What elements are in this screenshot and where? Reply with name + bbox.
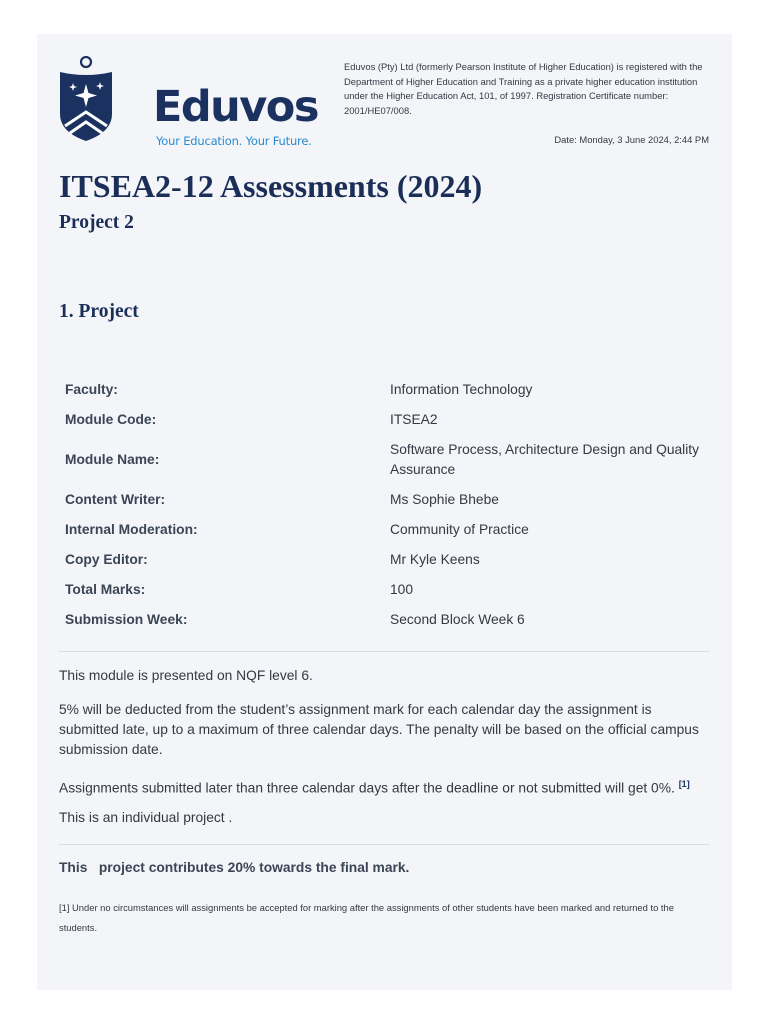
divider: [59, 844, 709, 845]
info-label: Faculty:: [65, 382, 118, 397]
late-submission-text: Assignments submitted later than three calendar days after the deadline or not submitted will get 0%.: [59, 780, 675, 796]
section-heading: 1. Project: [59, 301, 139, 322]
table-row: [59, 405, 709, 435]
registration-notice: Eduvos (Pty) Ltd (formerly Pearson Institute of Higher Education) is registered with the Department of Higher Education and Training as a private higher education institution under the Higher Education Act, 101, of 1997. Registration Certificate number: 2001/HE07/008.: [344, 61, 703, 116]
footnote: [1] Under no circumstances will assignments be accepted for marking after the assignments of other students have been marked and returned to the students.: [59, 902, 674, 933]
info-label: Content Writer:: [65, 492, 166, 507]
info-label: Internal Moderation:: [65, 522, 198, 537]
info-value: Mr Kyle Keens: [390, 552, 480, 567]
logo-tagline: Your Education. Your Future.: [156, 134, 312, 148]
info-label: Total Marks:: [65, 582, 146, 597]
contribution-statement: This project contributes 20% towards the final mark.: [59, 860, 410, 875]
table-row: [59, 545, 709, 575]
table-row: [59, 575, 709, 605]
info-value: Ms Sophie Bhebe: [390, 492, 499, 507]
table-row: [59, 485, 709, 515]
info-value: ITSEA2: [390, 412, 438, 427]
page-title: ITSEA2-12 Assessments (2024): [59, 168, 483, 204]
info-value: Community of Practice: [390, 522, 529, 537]
logo-wordmark: Eduvos: [153, 82, 318, 132]
table-row: [59, 515, 709, 545]
late-penalty-paragraph: 5% will be deducted from the student’s assignment mark for each calendar day the assignment is submitted late, up to a maximum of three calendar days. The penalty will be based on the official campus submission date.: [59, 702, 699, 757]
eduvos-logo: [59, 56, 318, 151]
document-date: Date: Monday, 3 June 2024, 2:44 PM: [554, 134, 709, 145]
info-label: Submission Week:: [65, 612, 188, 627]
info-label: Copy Editor:: [65, 552, 148, 567]
shield-crest-icon: [59, 56, 117, 146]
info-value: 100: [390, 582, 414, 597]
info-label: Module Code:: [65, 412, 157, 427]
info-value: Second Block Week 6: [390, 612, 525, 627]
document-page: [37, 34, 732, 990]
table-row: [59, 605, 709, 635]
table-row: [59, 435, 709, 485]
info-value: Information Technology: [390, 382, 533, 397]
footnote-ref-link[interactable]: [1]: [678, 779, 690, 789]
module-info-table: [59, 375, 709, 635]
table-row: [59, 375, 709, 405]
info-value: Software Process, Architecture Design and Quality Assurance: [390, 442, 700, 477]
individual-project-paragraph: This is an individual project .: [59, 810, 233, 825]
page-subtitle: Project 2: [59, 212, 134, 233]
divider: [59, 651, 709, 652]
info-label: Module Name:: [65, 452, 160, 467]
late-submission-paragraph: [59, 774, 709, 799]
nqf-paragraph: This module is presented on NQF level 6.: [59, 668, 313, 683]
